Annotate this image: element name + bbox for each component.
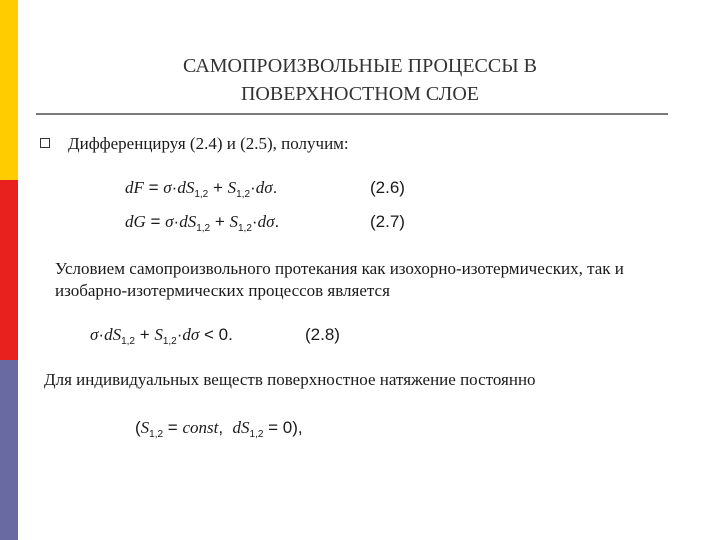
slide-title (60, 52, 660, 108)
equation-2-6: dF = $\sigma\cdot dS_{1,2} + S_{1,2}\cdot d\sigma$. (125, 178, 278, 200)
accent-bar-purple (0, 360, 18, 540)
individual-text: Для индивидуальных веществ поверхностное натяжение постоянно (44, 370, 536, 389)
equation-2-7-label: (2.7) (370, 212, 405, 231)
condition-text: Условием самопроизвольного протекания как изохорно-изотермических, так и изобарно-изотермических процессов является (55, 259, 624, 300)
bullet-text: Дифференцируя (2.4) и (2.5), получим: (68, 134, 349, 153)
square-bullet-icon (40, 138, 50, 148)
inequality-2-8: $\sigma\cdot dS_{1,2} + S_{1,2}\cdot d\sigma < 0$. (90, 325, 233, 347)
constant-condition: ($S_{1,2}$ = const, $dS_{1,2} = 0$), (135, 418, 303, 440)
accent-bar-red (0, 180, 18, 360)
title-divider (36, 113, 668, 115)
accent-bar-yellow (0, 0, 18, 180)
inequality-2-8-label: (2.8) (305, 325, 340, 344)
title-line-2: ПОВЕРХНОСТНОМ СЛОЕ (240, 83, 480, 105)
title-line-1: САМОПРОИЗВОЛЬНЫЕ ПРОЦЕССЫ В (182, 55, 538, 77)
equation-2-7: dG = $\sigma\cdot dS_{1,2} + S_{1,2}\cdot d\sigma$. (125, 212, 280, 234)
constant-condition-suffix: , (297, 418, 303, 437)
equation-2-6-label: (2.6) (370, 178, 405, 197)
